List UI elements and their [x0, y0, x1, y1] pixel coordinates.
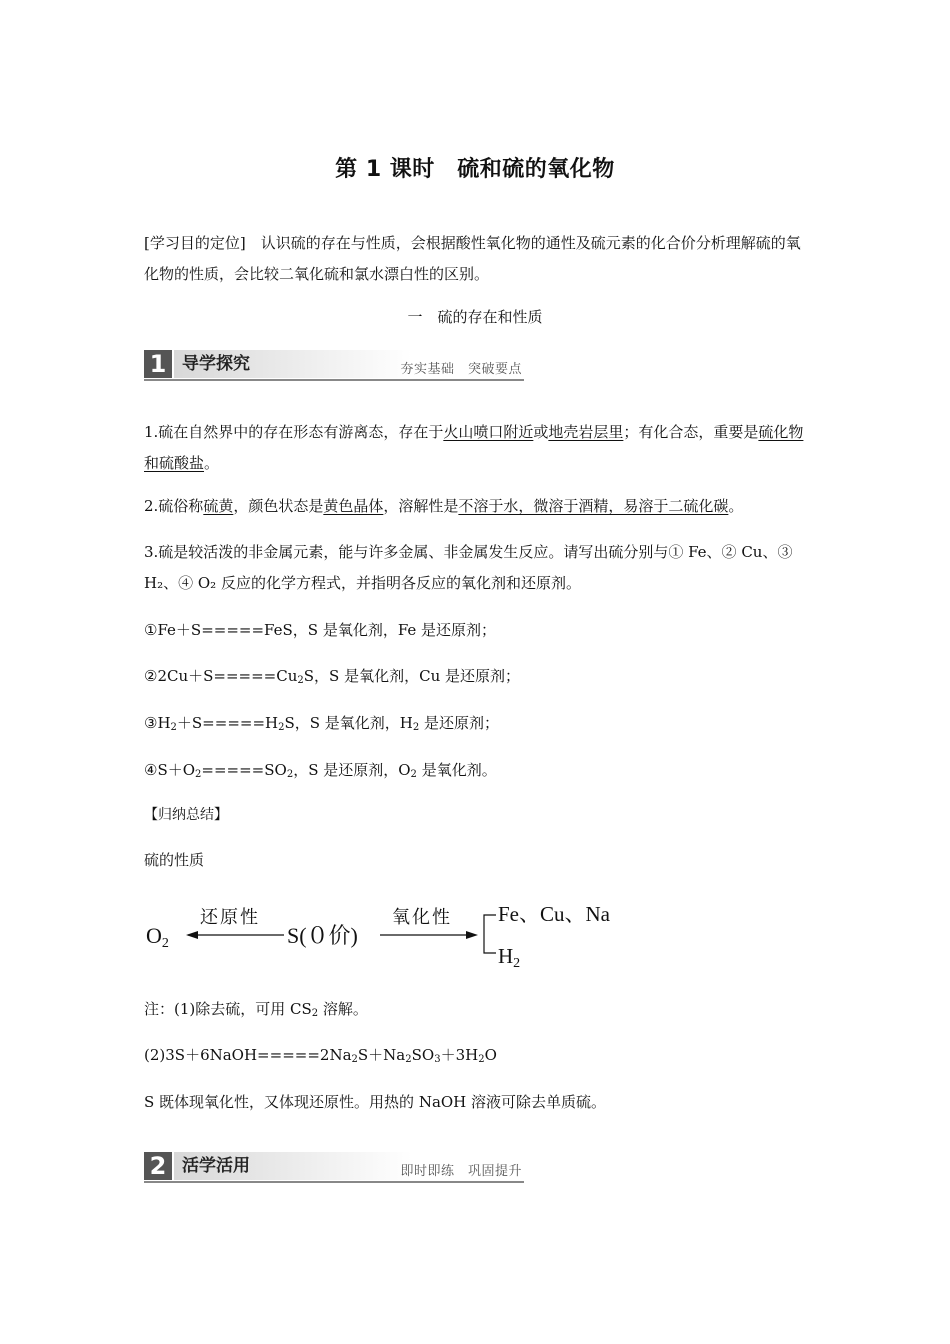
- objective-text: 认识硫的存在与性质，会根据酸性氧化物的通性及硫元素的化合价分析理解硫的氧化物的性质，会比较二氧化硫和氯水漂白性的区别。: [144, 234, 801, 283]
- note-2: [144, 1040, 808, 1071]
- item-2-text: 2.硫俗称: [144, 497, 204, 515]
- item-1-text: 或: [533, 423, 549, 441]
- item-1: [144, 417, 808, 479]
- equation-4: [144, 755, 808, 786]
- banner-rule: [144, 379, 524, 381]
- note-subscript: 2: [351, 1054, 358, 1065]
- banner-active-practice: [144, 1152, 524, 1184]
- eq-text: ②2Cu＋S=====Cu: [144, 667, 298, 685]
- item-2-text: ，颜色状态是: [233, 497, 324, 515]
- note-text: 注：(1)除去硫，可用 CS: [144, 1000, 312, 1018]
- properties-heading: 硫的性质: [144, 851, 205, 869]
- sulfur-property-diagram: [144, 895, 644, 975]
- eq-subscript: 2: [297, 675, 304, 686]
- eq-subscript: 2: [170, 722, 177, 733]
- item-1-text: ；有化合态，重要是: [623, 423, 759, 441]
- eq-subscript: 2: [412, 722, 420, 733]
- equation-3: [144, 708, 808, 739]
- item-1-answer-3: 硫化物和硫酸盐: [144, 423, 804, 472]
- item-2-text: 。: [728, 497, 744, 515]
- page-title: 第 1 课时 硫和硫的氧化物: [335, 157, 615, 182]
- equation-1: ①Fe＋S=====FeS，S 是氧化剂，Fe 是还原剂；: [144, 621, 497, 639]
- note-text: SO: [411, 1046, 435, 1064]
- item-1-answer-1: 火山喷口附近: [443, 423, 534, 441]
- eq-text: 是还原剂；: [419, 714, 500, 732]
- banner-label: 导学探究: [182, 354, 250, 374]
- section-heading: 一 硫的存在和性质: [407, 308, 543, 326]
- note-text: 溶解。: [318, 1000, 368, 1018]
- item-2-answer-3: 不溶于水，微溶于酒精，易溶于二硫化碳: [458, 497, 729, 515]
- item-2-answer-1: 硫黄: [203, 497, 234, 515]
- item-2-text: ，溶解性是: [383, 497, 459, 515]
- note-text: S＋Na: [357, 1046, 406, 1064]
- eq-subscript: 2: [195, 769, 202, 780]
- learning-objective: [144, 228, 808, 290]
- bracket: [484, 915, 496, 953]
- note-text: (2)3S＋6NaOH=====2Na: [144, 1046, 352, 1064]
- diagram-sulfur: S(０价): [287, 923, 358, 948]
- note-subscript: 3: [434, 1054, 441, 1065]
- banner-subtitle: 即时即练 巩固提升: [400, 1164, 522, 1179]
- eq-subscript: 2: [410, 769, 417, 780]
- banner-number: 1: [144, 350, 172, 378]
- diagram-o2: O2: [146, 923, 169, 951]
- eq-text: S，S 是氧化剂，H: [284, 714, 413, 732]
- oxidizing-arrowhead: [466, 931, 478, 939]
- eq-text: ④S＋O: [144, 761, 196, 779]
- item-3: 3.硫是较活泼的非金属元素，能与许多金属、非金属发生反应。请写出硫分别与① Fe、② Cu、③ H₂、④ O₂ 反应的化学方程式，并指明各反应的氧化剂和还原剂。: [144, 543, 793, 592]
- oxidizing-label: 氧化性: [392, 907, 452, 928]
- reducing-arrowhead: [186, 931, 198, 939]
- eq-text: 是氧化剂。: [416, 761, 497, 779]
- reducing-label: 还原性: [200, 907, 260, 928]
- objective-tag: [学习目的定位]: [144, 234, 246, 252]
- eq-text: ③H: [144, 714, 171, 732]
- summary-tag: 【归纳总结】: [144, 807, 228, 823]
- item-1-answer-2: 地壳岩层里: [548, 423, 624, 441]
- equation-2: [144, 661, 808, 692]
- eq-text: =====SO: [201, 761, 287, 779]
- banner-label: 活学活用: [182, 1156, 250, 1176]
- item-1-text: 1.硫在自然界中的存在形态有游离态，存在于: [144, 423, 444, 441]
- banner-guided-inquiry: [144, 350, 524, 382]
- banner-number: 2: [144, 1152, 172, 1180]
- note-3: S 既体现氧化性，又体现还原性。用热的 NaOH 溶液可除去单质硫。: [144, 1093, 607, 1111]
- item-2: [144, 491, 824, 522]
- banner-subtitle: 夯实基础 突破要点: [400, 362, 522, 377]
- eq-text: ＋S=====H: [176, 714, 279, 732]
- note-subscript: 2: [478, 1054, 485, 1065]
- note-text: ＋3H: [440, 1046, 479, 1064]
- note-subscript: 2: [311, 1008, 319, 1019]
- eq-subscript: 2: [286, 769, 294, 780]
- diagram-h2: H2: [498, 944, 521, 971]
- note-1: [144, 994, 808, 1025]
- item-1-text: 。: [204, 454, 220, 472]
- eq-subscript: 2: [278, 722, 285, 733]
- note-text: O: [484, 1046, 497, 1064]
- banner-rule: [144, 1181, 524, 1183]
- note-subscript: 2: [405, 1054, 412, 1065]
- eq-text: ，S 是还原剂，O: [293, 761, 411, 779]
- eq-text: S，S 是氧化剂，Cu 是还原剂；: [303, 667, 520, 685]
- item-2-answer-2: 黄色晶体: [323, 497, 384, 515]
- diagram-metals: Fe、Cu、Na: [498, 902, 610, 926]
